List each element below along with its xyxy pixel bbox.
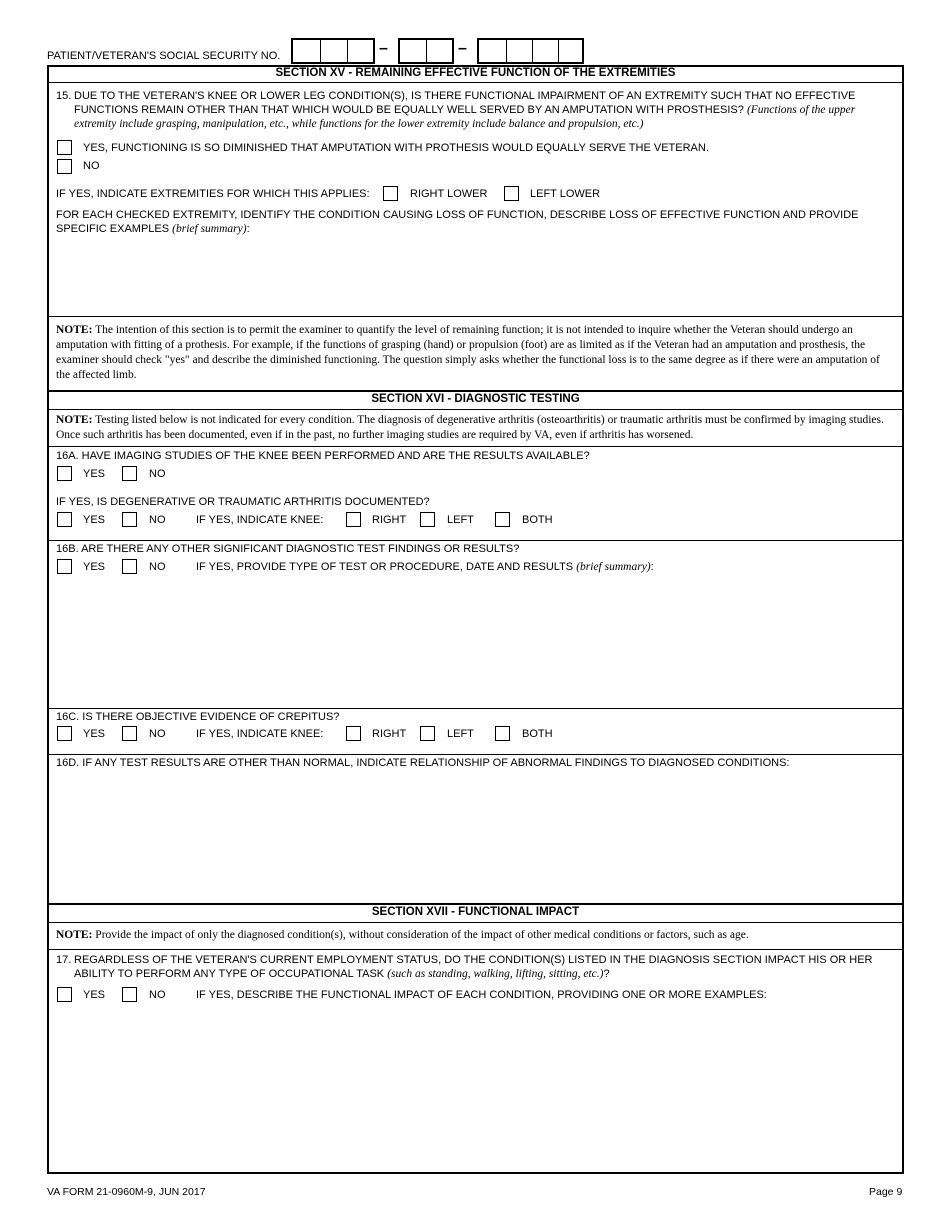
divider [48,922,903,923]
q15-no-checkbox[interactable] [57,159,72,174]
q16a-arthritis-yes-checkbox[interactable] [57,512,72,527]
q17-response-area[interactable] [50,1006,901,1170]
q17-yes-label: YES [83,989,106,1001]
q17-number: 17. [56,954,72,966]
q17-detail-label: IF YES, DESCRIBE THE FUNCTIONAL IMPACT OF EACH CONDITION, PROVIDING ONE OR MORE EXAMPLES: [196,989,767,1001]
ssn-part-3[interactable] [477,38,584,64]
q16a-no-checkbox[interactable] [122,466,137,481]
form-id: VA FORM 21-0960M-9, JUN 2017 [47,1186,206,1198]
q16c-no-label: NO [149,728,166,740]
divider [48,949,903,950]
q16a-right-checkbox[interactable] [346,512,361,527]
q16c-yes-checkbox[interactable] [57,726,72,741]
right-lower-label: RIGHT LOWER [410,188,488,200]
q16c-left-checkbox[interactable] [420,726,435,741]
q17-line-2 [74,968,610,980]
q16d-response-area[interactable] [50,773,901,901]
q16b-no-checkbox[interactable] [122,559,137,574]
q16a-right-label: RIGHT [372,514,407,526]
divider [48,316,903,317]
q16c-left-label: LEFT [447,728,474,740]
q16a-indicate-knee-label: IF YES, INDICATE KNEE: [196,514,324,526]
q15-response-area[interactable] [50,240,901,314]
q15-yes-checkbox[interactable] [57,140,72,155]
q16b-label: 16B. ARE THERE ANY OTHER SIGNIFICANT DIAGNOSTIC TEST FINDINGS OR RESULTS? [56,543,520,555]
q15-each-colon: : [246,223,250,235]
ssn-part-2[interactable] [398,38,454,64]
page-number: Page 9 [869,1186,903,1198]
q15-line-1: DUE TO THE VETERAN'S KNEE OR LOWER LEG CONDITION(S), IS THERE FUNCTIONAL IMPAIRMENT OF AN EXTREMITY SUCH THAT NO EFFECTIVE [74,90,856,102]
q16c-right-checkbox[interactable] [346,726,361,741]
q17-italic: (such as standing, walking, lifting, sitting, etc.) [387,968,604,980]
section-16-note-label: NOTE: [56,414,93,426]
ssn-dash-1: – [379,40,388,57]
q16c-yes-label: YES [83,728,106,740]
q16a-yes-checkbox[interactable] [57,466,72,481]
section-15-note [56,323,886,383]
q16a-left-label: LEFT [447,514,474,526]
q15-each-line-1: FOR EACH CHECKED EXTREMITY, IDENTIFY THE CONDITION CAUSING LOSS OF FUNCTION, DESCRIBE LOSS OF EFFECTIVE FUNCTION AND PROVIDE [56,209,859,221]
q16b-yes-label: YES [83,561,106,573]
ssn-part-1[interactable] [291,38,375,64]
q17-no-label: NO [149,989,166,1001]
left-lower-label: LEFT LOWER [530,188,601,200]
q15-no-label: NO [83,160,100,172]
section-16-note [56,413,886,443]
divider [48,540,903,541]
q15-each-line-2 [56,223,250,235]
q15-each-italic: (brief summary) [172,223,247,235]
divider [48,409,903,410]
q16b-detail-text: IF YES, PROVIDE TYPE OF TEST OR PROCEDURE, DATE AND RESULTS [196,561,574,573]
divider [48,708,903,709]
q15-each-text: SPECIFIC EXAMPLES [56,223,170,235]
section-17-title: SECTION XVII - FUNCTIONAL IMPACT [371,906,580,918]
q17-qmark: ? [603,968,610,980]
divider [48,903,903,905]
ssn-dash-2: – [458,40,467,57]
q16a-yes-label: YES [83,468,106,480]
q17-yes-checkbox[interactable] [57,987,72,1002]
q16b-detail-label [196,561,654,573]
q16c-indicate-knee-label: IF YES, INDICATE KNEE: [196,728,324,740]
q15-line-2 [74,104,855,116]
divider [48,390,903,392]
q16c-no-checkbox[interactable] [122,726,137,741]
q16a-left-checkbox[interactable] [420,512,435,527]
q16b-detail-italic: (brief summary) [576,561,651,573]
section-15-title: SECTION XV - REMAINING EFFECTIVE FUNCTION OF THE EXTREMITIES [275,67,676,79]
q15-italic-a: (Functions of the upper [746,104,856,116]
q16d-label: 16D. IF ANY TEST RESULTS ARE OTHER THAN NORMAL, INDICATE RELATIONSHIP OF ABNORMAL FINDINGS TO DIAGNOSED CONDITIONS: [56,757,790,769]
q15-yes-label: YES, FUNCTIONING IS SO DIMINISHED THAT AMPUTATION WITH PROTHESIS WOULD EQUALLY SERVE THE VETERAN. [83,142,709,154]
q17-line-2-text: ABILITY TO PERFORM ANY TYPE OF OCCUPATIONAL TASK [74,968,385,980]
q16c-both-checkbox[interactable] [495,726,510,741]
q15-number: 15. [56,90,72,102]
section-17-note-text: Provide the impact of only the diagnosed condition(s), without consideration of the impact of other medical conditions or factors, such as age. [95,929,749,941]
q16b-detail-colon: : [650,561,654,573]
q16c-both-label: BOTH [522,728,553,740]
divider [48,754,903,755]
q15-italic-b: extremity include grasping, manipulation, etc., while functions for the lower extremity include balance and propulsion, etc.) [74,118,644,130]
left-lower-checkbox[interactable] [504,186,519,201]
section-16-title: SECTION XVI - DIAGNOSTIC TESTING [371,393,580,405]
q15-extremities-label: IF YES, INDICATE EXTREMITIES FOR WHICH THIS APPLIES: [56,188,370,200]
section-16-note-text: Testing listed below is not indicated for every condition. The diagnosis of degenerative arthritis (osteoarthritis) or traumatic arthritis must be confirmed by imaging studies. Once such arthritis has been documented, even if in the past, no further imaging studies are required by VA, even if arthritis has worsened. [56,414,884,441]
q16a-label: 16A. HAVE IMAGING STUDIES OF THE KNEE BEEN PERFORMED AND ARE THE RESULTS AVAILABLE? [56,450,590,462]
right-lower-checkbox[interactable] [383,186,398,201]
q16b-yes-checkbox[interactable] [57,559,72,574]
ssn-label: PATIENT/VETERAN'S SOCIAL SECURITY NO. [47,50,281,62]
q16a-arthritis-yes-label: YES [83,514,106,526]
divider [48,446,903,447]
q16a-arthritis-label: IF YES, IS DEGENERATIVE OR TRAUMATIC ARTHRITIS DOCUMENTED? [56,496,430,508]
q15-line-2-text: FUNCTIONS REMAIN OTHER THAN THAT WHICH WOULD BE EQUALLY WELL SERVED BY AN AMPUTATION WITH PROSTHESIS? [74,104,744,116]
q16a-both-label: BOTH [522,514,553,526]
section-15-note-label: NOTE: [56,324,93,336]
q16c-right-label: RIGHT [372,728,407,740]
section-17-note-label: NOTE: [56,929,93,941]
divider [48,82,903,83]
q16b-response-area[interactable] [50,578,901,706]
q16a-arthritis-no-label: NO [149,514,166,526]
section-15-note-text: The intention of this section is to permit the examiner to quantify the level of remaining function; it is not intended to inquire whether the Veteran should undergo an amputation with fitting of a prothesis. For example, if the functions of grasping (hand) or propulsion (foot) are as limited as if the Veteran had an amputation and prosthesis, the examiner should check "yes" and describe the diminished functioning. The question simply asks whether the functional loss is to the same degree as if there were an amputation of the affected limb. [56,324,880,381]
q17-no-checkbox[interactable] [122,987,137,1002]
q16b-no-label: NO [149,561,166,573]
q16a-arthritis-no-checkbox[interactable] [122,512,137,527]
q16a-no-label: NO [149,468,166,480]
q17-line-1: REGARDLESS OF THE VETERAN'S CURRENT EMPLOYMENT STATUS, DO THE CONDITION(S) LISTED IN THE DIAGNOSIS SECTION IMPACT HIS OR HER [74,954,873,966]
q16a-both-checkbox[interactable] [495,512,510,527]
section-17-note [56,928,886,943]
q16c-label: 16C. IS THERE OBJECTIVE EVIDENCE OF CREPITUS? [56,711,340,723]
